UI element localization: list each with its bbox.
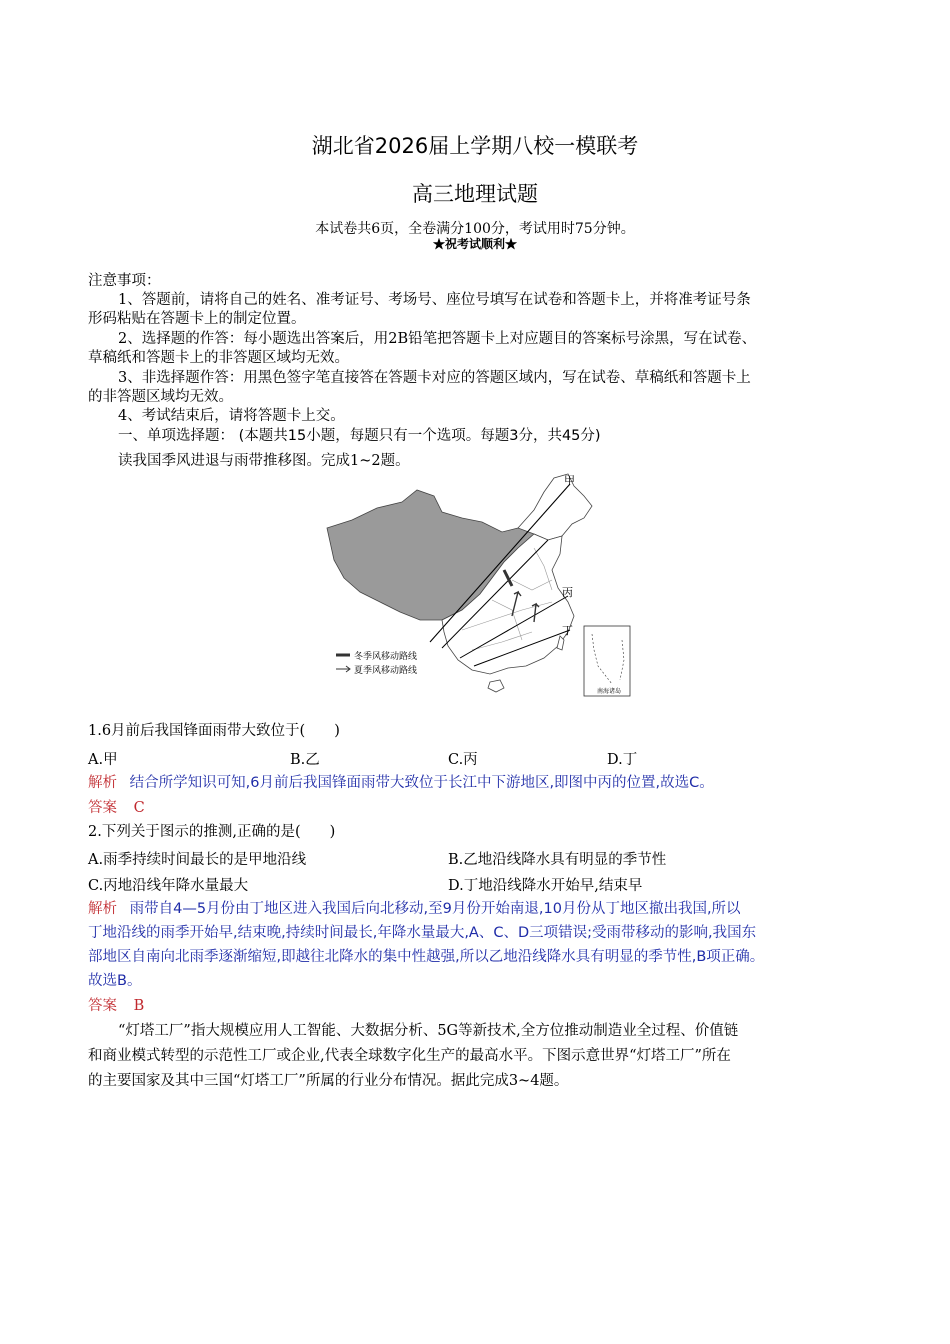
intro-q1-2: 读我国季风进退与雨带推移图。完成1~2题。 [118,453,410,469]
section-desc: (本题共15小题，每题只有一个选项。每题3分，共45分) [238,428,601,444]
q2-analysis-1 [88,900,868,919]
intro-q3-4-line1: “灯塔工厂”指大规模应用人工智能、大数据分析、5G等新技术,全方位推动制造业全过程、价值链 [118,1023,739,1039]
note-4: 4、考试结束后，请将答题卡上交。 [118,408,345,424]
note-2a: 2、选择题的作答：每小题选出答案后，用2B铅笔把答题卡上对应题目的答案标号涂黑，写在试卷、 [118,331,757,347]
q1-analysis-label: 解析 [88,775,117,791]
q1-option-c: C.丙 [448,752,478,768]
exam-info: 本试卷共6页，全卷满分100分，考试用时75分钟。 [315,221,635,237]
q1-analysis-text: 结合所学知识可知,6月前后我国锋面雨带大致位于长江中下游地区,即图中丙的位置,故选C。 [129,775,714,791]
label-bing: 丙 [562,586,573,599]
label-jia: 甲 [564,474,575,487]
q2-option-b: B.乙地沿线降水具有明显的季节性 [448,852,667,868]
q2-analysis-label: 解析 [88,901,117,917]
q2-stem: 2.下列关于图示的推测,正确的是( ) [88,824,336,840]
q2-answer [88,997,868,1016]
q2-option-a: A.雨季持续时间最长的是甲地沿线 [88,852,307,868]
monsoon-rainbelt-map [322,470,632,698]
intro-q3-4-line3: 的主要国家及其中三国“灯塔工厂”所属的行业分布情况。据此完成3~4题。 [88,1073,569,1089]
q1-option-a: A.甲 [88,752,118,768]
notes-heading: 注意事项： [88,273,161,289]
q2-answer-value: B [133,998,145,1014]
exam-subtitle: 高三地理试题 [412,182,538,206]
exam-title: 湖北省2026届上学期八校一模联考 [311,134,639,158]
section-heading [88,427,898,446]
note-1b: 形码粘贴在答题卡上的制定位置。 [88,311,306,327]
q2-analysis-text-4: 故选B。 [88,973,142,989]
q1-option-d: D.丁 [607,752,638,768]
label-ding: 丁 [562,624,573,637]
hainan-island [488,680,504,692]
note-3a: 3、非选择题作答：用黑色签字笔直接答在答题卡对应的答题区域内，写在试卷、草稿纸和答题卡上 [118,370,751,386]
q2-option-c: C.丙地沿线年降水量最大 [88,878,249,894]
q2-analysis-text-3: 部地区自南向北雨季逐渐缩短,即越往北降水的集中性越强,所以乙地沿线降水具有明显的季节性,B项正确。 [88,949,765,965]
inset-frame [584,626,630,696]
q2-option-d: D.丁地沿线降水开始早,结束早 [448,878,643,894]
q2-analysis-text-1: 雨带自4—5月份由丁地区进入我国后向北移动,至9月份开始南退,10月份从丁地区撤出我国,所以 [129,901,741,917]
note-1a: 1、答题前，请将自己的姓名、准考证号、考场号、座位号填写在试卷和答题卡上，并将准考证号条 [118,292,751,308]
q1-analysis [88,774,868,793]
q1-stem: 1.6月前后我国锋面雨带大致位于( ) [88,723,340,739]
note-3b: 的非答题区域均无效。 [88,389,233,405]
legend-summer-label: 夏季风移动路线 [354,666,418,676]
q1-option-b: B.乙 [290,752,320,768]
section-label: 一、单项选择题： [118,428,234,444]
note-2b: 草稿纸和答题卡上的非答题区域均无效。 [88,350,349,366]
q2-answer-label: 答案 [88,998,117,1014]
q1-answer [88,799,868,818]
intro-q3-4-line2: 和商业模式转型的示范性工厂或企业,代表全球数字化生产的最高水平。下图示意世界“灯塔工厂”所在 [88,1048,731,1064]
q1-answer-label: 答案 [88,800,117,816]
q1-answer-value: C [133,800,145,816]
q2-analysis-text-2: 丁地沿线的雨季开始早,结束晚,持续时间最长,年降水量最大,A、C、D三项错误;受雨带移动的影响,我国东 [88,925,757,941]
legend-winter-label: 冬季风移动路线 [354,652,418,662]
exam-wish: ★祝考试顺利★ [432,237,517,251]
inset-label: 南海诸岛 [597,688,622,695]
